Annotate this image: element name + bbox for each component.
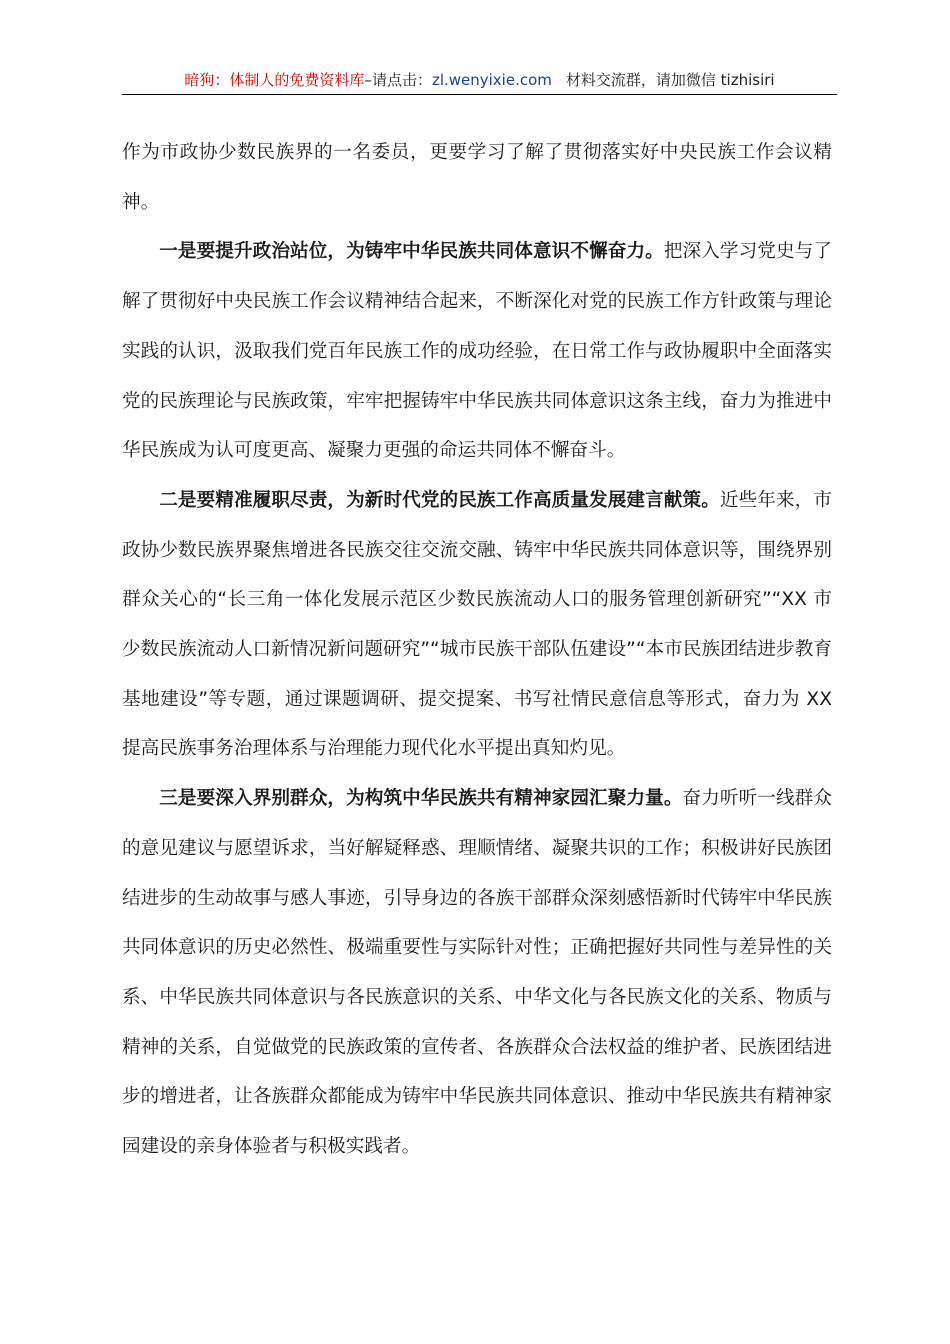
header-site-name: 暗狗：体制人的免费资料库 <box>184 71 365 89</box>
paragraph-point-three <box>122 774 832 1172</box>
paragraph-point-two-text: 近些年来，市政协少数民族界聚焦增进各民族交往交流交融、铸牢中华民族共同体意识等，围绕界别群众关心的“长三角一体化发展示范区少数民族流动人口的服务管理创新研究”“XX 市少数民族流动人口新情况新问题研究”“城市民族干部队伍建设”“本市民族团结进步教育基地建设”等专题，通过课题调研、提交提案、书写社情民意信息等形式，奋力为 XX 提高民族事务治理体系与治理能力现代化水平提出真知灼见。 <box>122 489 832 760</box>
header-click-prompt: –请点击： <box>364 71 432 89</box>
paragraph-point-three-text: 奋力听听一线群众的意见建议与愿望诉求，当好解疑释惑、理顺情绪、凝聚共识的工作；积极讲好民族团结进步的生动故事与感人事迹，引导身边的各族干部群众深刻感悟新时代铸牢中华民族共同体意识的历史必然性、极端重要性与实际针对性；正确把握好共同性与差异性的关系、中华民族共同体意识与各民族意识的关系、中华文化与各民族文化的关系、物质与精神的关系，自觉做党的民族政策的宣传者、各族群众合法权益的维护者、民族团结进步的增进者，让各族群众都能成为铸牢中华民族共同体意识、推动中华民族共有精神家园建设的亲身体验者与积极实践者。 <box>122 788 832 1158</box>
header-wechat-note: 材料交流群，请加微信 tizhisiri <box>565 71 775 89</box>
paragraph-point-one-text: 把深入学习党史与了解了贯彻好中央民族工作会议精神结合起来，不断深化对党的民族工作方针政策与理论实践的认识，汲取我们党百年民族工作的成功经验，在日常工作与政协履职中全面落实党的民族理论与民族政策，牢牢把握铸牢中华民族共同体意识这条主线，奋力为推进中华民族成为认可度更高、凝聚力更强的命运共同体不懈奋斗。 <box>122 241 832 462</box>
paragraph-point-one <box>122 227 832 476</box>
paragraph-intro <box>122 128 832 227</box>
paragraph-point-one-heading: 一是要提升政治站位，为铸牢中华民族共同体意识不懈奋力。 <box>159 241 664 263</box>
paragraph-point-two-heading: 二是要精准履职尽责，为新时代党的民族工作高质量发展建言献策。 <box>159 489 720 511</box>
paragraph-point-three-heading: 三是要深入界别群众，为构筑中华民族共有精神家园汇聚力量。 <box>159 788 683 810</box>
paragraph-intro-text: 作为市政协少数民族界的一名委员，更要学习了解了贯彻落实好中央民族工作会议精神。 <box>122 142 832 213</box>
page-header <box>122 70 837 95</box>
paragraph-point-two <box>122 476 832 774</box>
document-body <box>122 128 832 1172</box>
header-url-link[interactable]: zl.wenyixie.com <box>431 71 552 89</box>
